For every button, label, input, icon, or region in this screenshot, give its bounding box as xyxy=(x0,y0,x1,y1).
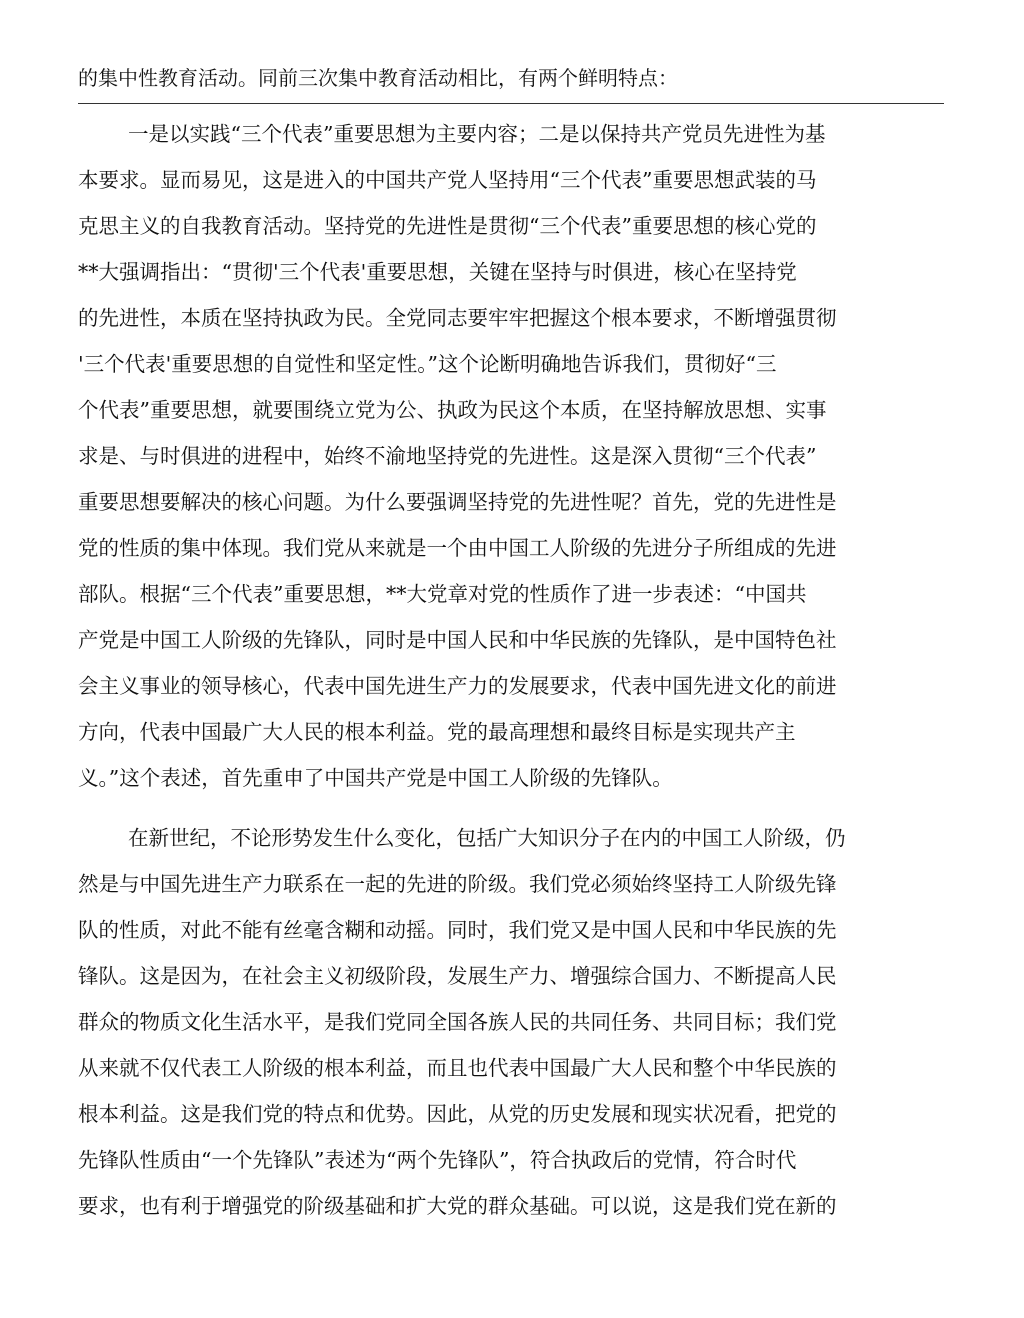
paragraph-line: 方向，代表中国最广大人民的根本利益。党的最高理想和最终目标是实现共产主 xyxy=(78,720,796,744)
paragraph-line: 产党是中国工人阶级的先锋队，同时是中国人民和中华民族的先锋队，是中国特色社 xyxy=(78,628,837,652)
document-body xyxy=(78,111,912,1229)
paragraph-line: 求是、与时俱进的进程中，始终不渝地坚持党的先进性。这是深入贯彻“三个代表” xyxy=(78,444,817,468)
paragraph-line: 会主义事业的领导核心，代表中国先进生产力的发展要求，代表中国先进文化的前进 xyxy=(78,674,837,698)
paragraph-line: 一是以实践“三个代表”重要思想为主要内容；二是以保持共产党员先进性为基 xyxy=(128,122,826,146)
paragraph-line: 群众的物质文化生活水平，是我们党同全国各族人民的共同任务、共同目标；我们党 xyxy=(78,1010,837,1034)
paragraph-line: 先锋队性质由“一个先锋队”表述为“两个先锋队”，符合执政后的党情，符合时代 xyxy=(78,1148,797,1172)
paragraph-line: 本要求。显而易见，这是进入的中国共产党人坚持用“三个代表”重要思想武装的马 xyxy=(78,168,817,192)
page-header-line: 的集中性教育活动。同前三次集中教育活动相比，有两个鲜明特点： xyxy=(78,66,678,90)
paragraph-line: 党的性质的集中体现。我们党从来就是一个由中国工人阶级的先进分子所组成的先进 xyxy=(78,536,837,560)
paragraph-line: 然是与中国先进生产力联系在一起的先进的阶级。我们党必须始终坚持工人阶级先锋 xyxy=(78,872,837,896)
paragraph-line: 部队。根据“三个代表”重要思想，**大党章对党的性质作了进一步表述：“中国共 xyxy=(78,582,807,606)
paragraph-line: 个代表”重要思想，就要围绕立党为公、执政为民这个本质，在坚持解放思想、实事 xyxy=(78,398,827,422)
paragraph-line: 从来就不仅代表工人阶级的根本利益，而且也代表中国最广大人民和整个中华民族的 xyxy=(78,1056,837,1080)
paragraph-line: 要求，也有利于增强党的阶级基础和扩大党的群众基础。可以说，这是我们党在新的 xyxy=(78,1194,837,1218)
header-rule xyxy=(78,103,944,104)
paragraph-spacer xyxy=(78,801,912,815)
paragraph-line: '三个代表'重要思想的自觉性和坚定性。”这个论断明确地告诉我们，贯彻好“三 xyxy=(78,352,777,376)
paragraph-1 xyxy=(78,111,912,801)
paragraph-line: 克思主义的自我教育活动。坚持党的先进性是贯彻“三个代表”重要思想的核心党的 xyxy=(78,214,817,238)
paragraph-line: 根本利益。这是我们党的特点和优势。因此，从党的历史发展和现实状况看，把党的 xyxy=(78,1102,837,1126)
paragraph-2 xyxy=(78,815,912,1229)
paragraph-line: 义。”这个表述，首先重申了中国共产党是中国工人阶级的先锋队。 xyxy=(78,766,673,790)
paragraph-line: 队的性质，对此不能有丝毫含糊和动摇。同时，我们党又是中国人民和中华民族的先 xyxy=(78,918,837,942)
paragraph-line: 的先进性，本质在坚持执政为民。全党同志要牢牢把握这个根本要求，不断增强贯彻 xyxy=(78,306,837,330)
paragraph-line: **大强调指出：“贯彻'三个代表'重要思想，关键在坚持与时俱进，核心在坚持党 xyxy=(78,260,797,284)
paragraph-line: 重要思想要解决的核心问题。为什么要强调坚持党的先进性呢？首先，党的先进性是 xyxy=(78,490,837,514)
paragraph-line: 在新世纪，不论形势发生什么变化，包括广大知识分子在内的中国工人阶级，仍 xyxy=(128,826,846,850)
paragraph-line: 锋队。这是因为，在社会主义初级阶段，发展生产力、增强综合国力、不断提高人民 xyxy=(78,964,837,988)
